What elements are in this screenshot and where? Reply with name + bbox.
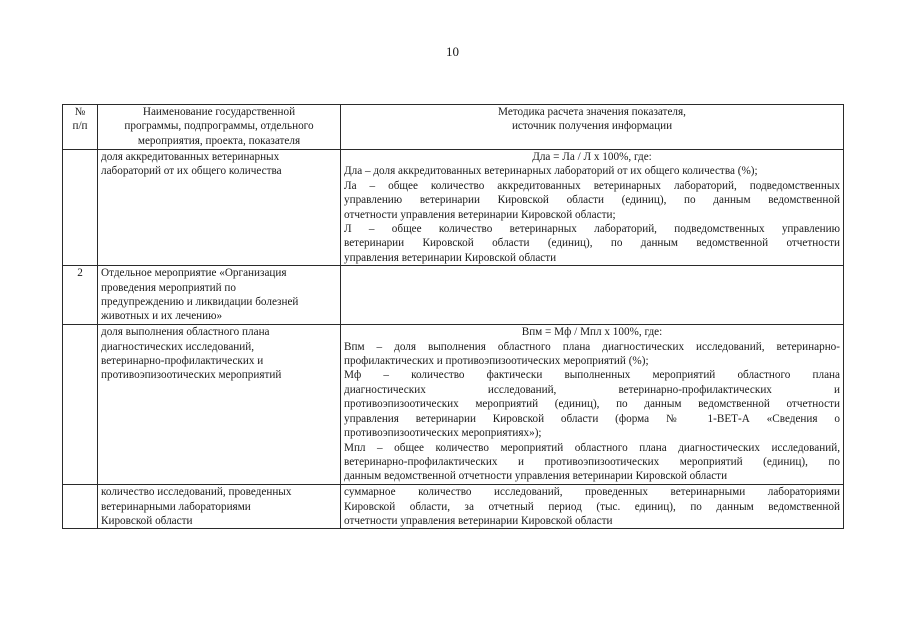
row-method-cell [341, 266, 844, 325]
row-name-line: проведения мероприятий по [101, 281, 236, 294]
table-row [63, 485, 844, 529]
method-line: управления ветеринарии Кировской области (форма № 1-ВЕТ-А «Сведения о [344, 412, 840, 425]
row-name-line: животных и их лечению» [101, 310, 223, 323]
row-method-cell [341, 485, 844, 529]
header-name-line: Наименование государственной [142, 106, 296, 118]
row-name-line: доля выполнения областного плана [101, 326, 270, 339]
row-name-line: противоэпизоотических мероприятий [101, 369, 282, 382]
row-name-line: доля аккредитованных ветеринарных [101, 151, 280, 163]
method-line: диагностических исследований, ветеринарно-профилактических и [344, 383, 840, 396]
method-line: Л – общее количество ветеринарных лабораторий, подведомственных управлению [344, 223, 840, 236]
method-line: отчетности управления ветеринарии Кировской области [344, 515, 613, 528]
table-row [63, 325, 844, 485]
row-name-cell [98, 485, 341, 529]
header-name-cell [98, 105, 341, 150]
row-num-cell: 2 [63, 266, 98, 325]
formula: Дла = Ла / Л х 100%, где: [532, 151, 652, 163]
row-num-cell [63, 485, 98, 529]
row-name-line: количество исследований, проведенных [101, 486, 292, 499]
row-method-cell [341, 325, 844, 485]
row-name-cell [98, 150, 341, 266]
row-name-line: ветеринарными лабораториями [101, 500, 251, 513]
row-name-cell [98, 325, 341, 485]
method-line: Впм – доля выполнения областного плана диагностических исследований, ветеринарно- [344, 340, 840, 353]
header-num-line: № [74, 106, 86, 118]
row-method-cell [341, 150, 844, 266]
method-line: ветеринарии Кировской области (единиц), по данным ведомственной отчетности [344, 237, 840, 250]
indicators-table [62, 104, 844, 529]
row-name-line: Кировской области [101, 515, 193, 528]
method-line: Дла – доля аккредитованных ветеринарных лабораторий от их общего количества (%); [344, 165, 758, 178]
header-name-line: мероприятия, проекта, показателя [137, 134, 301, 147]
header-method-line: источник получения информации [511, 120, 673, 133]
method-line: профилактических и противоэпизоотических мероприятий (%); [344, 355, 649, 368]
method-line: отчетности управления ветеринарии Кировской области; [344, 208, 616, 221]
method-line: Ла – общее количество аккредитованных ветеринарных лабораторий, подведомственных [344, 179, 840, 192]
row-name-line: ветеринарно-профилактических и [101, 355, 264, 368]
page-number: 10 [446, 44, 459, 59]
row-name-line: диагностических исследований, [101, 340, 255, 353]
method-line: управления ветеринарии Кировской области [344, 251, 557, 264]
table-row [63, 266, 844, 325]
method-line: Мф – количество фактически выполненных мероприятий областного плана [344, 369, 840, 382]
header-num-line: п/п [72, 120, 88, 133]
method-line: противоэпизоотических мероприятий (единиц), по данным ведомственной отчетности [344, 398, 840, 411]
row-name-line: Отдельное мероприятие «Организация [101, 267, 287, 280]
method-line: данным ведомственной отчетности управления ветеринарии Кировской области [344, 470, 728, 483]
row-name-line: предупреждению и ликвидации болезней [101, 296, 299, 309]
row-num-cell [63, 150, 98, 266]
row-name-line: лабораторий от их общего количества [101, 165, 282, 178]
method-line: противоэпизоотических мероприятиях»); [344, 427, 542, 440]
header-method-line: Методика расчета значения показателя, [498, 106, 686, 118]
row-num-cell [63, 325, 98, 485]
header-name-line: программы, подпрограммы, отдельного [124, 120, 314, 133]
formula: Впм = Мф / Мпл х 100%, где: [521, 326, 663, 339]
method-line: Кировской области, за отчетный период (тыс. единиц), по данным ведомственной [344, 500, 840, 513]
table-header-row [63, 105, 844, 150]
header-method-cell [341, 105, 844, 150]
method-line: ветеринарно-профилактических и противоэпизоотических мероприятий (единиц), по [344, 455, 840, 468]
header-num-cell [63, 105, 98, 150]
table-row [63, 150, 844, 266]
row-name-cell [98, 266, 341, 325]
method-line: управлению ветеринарии Кировской области (единиц), по данным ведомственной [344, 194, 840, 207]
method-line: Мпл – общее количество мероприятий областного плана диагностических исследований, [344, 441, 840, 454]
method-line: суммарное количество исследований, проведенных ветеринарными лабораториями [344, 486, 840, 499]
